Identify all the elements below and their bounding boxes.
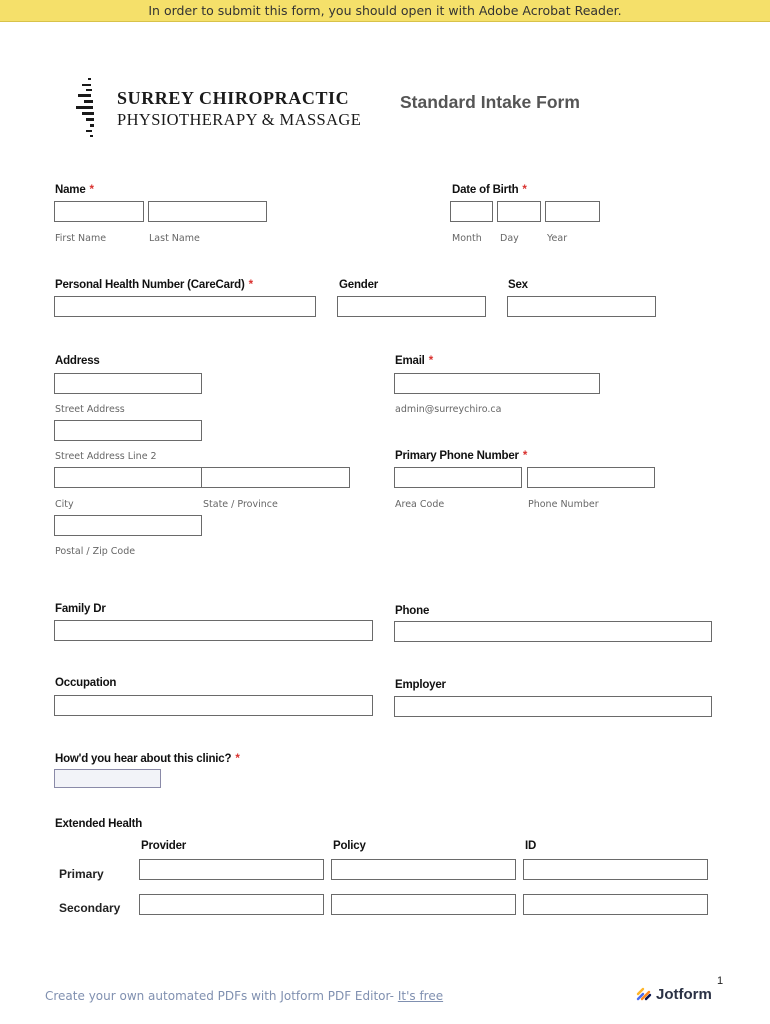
clinic-name: SURREY CHIROPRACTIC xyxy=(117,88,350,108)
city-sublabel: City xyxy=(55,499,74,510)
dob-month-sublabel: Month xyxy=(452,233,482,244)
postal-code-sublabel: Postal / Zip Code xyxy=(55,546,136,557)
phone-input[interactable] xyxy=(394,621,712,642)
email-input[interactable] xyxy=(394,373,600,394)
heard-label: How'd you hear about this clinic? * xyxy=(55,753,240,765)
primary-id-input[interactable] xyxy=(523,859,708,880)
city-input[interactable] xyxy=(54,467,202,488)
area-code-input[interactable] xyxy=(394,467,522,488)
provider-column-header: Provider xyxy=(141,840,187,852)
clinic-subtitle: PHYSIOTHERAPY & MASSAGE xyxy=(117,110,362,129)
first-name-input[interactable] xyxy=(54,201,144,222)
employer-input[interactable] xyxy=(394,696,712,717)
dob-year-input[interactable] xyxy=(545,201,600,222)
jotform-brand-text: Jotform xyxy=(656,986,712,1003)
gender-label: Gender xyxy=(339,279,379,291)
jotform-logo[interactable] xyxy=(636,986,712,1003)
state-sublabel: State / Province xyxy=(203,499,278,510)
address-label: Address xyxy=(55,355,100,367)
gender-input[interactable] xyxy=(337,296,486,317)
street-address-input[interactable] xyxy=(54,373,202,394)
postal-code-input[interactable] xyxy=(54,515,202,536)
id-column-header: ID xyxy=(525,840,537,852)
phone-number-sublabel: Phone Number xyxy=(528,499,599,510)
state-input[interactable] xyxy=(201,467,350,488)
extended-health-label: Extended Health xyxy=(55,818,143,830)
family-dr-label: Family Dr xyxy=(55,603,106,615)
phn-input[interactable] xyxy=(54,296,316,317)
primary-policy-input[interactable] xyxy=(331,859,516,880)
secondary-provider-input[interactable] xyxy=(139,894,324,915)
dob-month-input[interactable] xyxy=(450,201,493,222)
street-address-2-sublabel: Street Address Line 2 xyxy=(55,451,157,462)
dob-year-sublabel: Year xyxy=(547,233,568,244)
family-dr-input[interactable] xyxy=(54,620,373,641)
form-title: Standard Intake Form xyxy=(400,92,580,112)
street-address-sublabel: Street Address xyxy=(55,404,125,415)
occupation-input[interactable] xyxy=(54,695,373,716)
phone-number-input[interactable] xyxy=(527,467,655,488)
spine-logo-icon xyxy=(72,76,102,140)
secondary-id-input[interactable] xyxy=(523,894,708,915)
occupation-label: Occupation xyxy=(55,677,117,689)
last-name-sublabel: Last Name xyxy=(149,233,200,244)
primary-phone-label: Primary Phone Number * xyxy=(395,450,528,462)
email-label: Email * xyxy=(395,355,433,367)
name-label: Name * xyxy=(55,184,94,196)
area-code-sublabel: Area Code xyxy=(395,499,445,510)
jotform-icon xyxy=(636,987,652,1001)
street-address-2-input[interactable] xyxy=(54,420,202,441)
email-sublabel: admin@surreychiro.ca xyxy=(395,404,502,415)
dob-label: Date of Birth * xyxy=(452,184,527,196)
first-name-sublabel: First Name xyxy=(55,233,107,244)
sex-input[interactable] xyxy=(507,296,656,317)
sex-label: Sex xyxy=(508,279,528,291)
footer-free-link[interactable]: It's free xyxy=(397,989,444,1003)
secondary-policy-input[interactable] xyxy=(331,894,516,915)
primary-provider-input[interactable] xyxy=(139,859,324,880)
page-number: 1 xyxy=(717,975,724,987)
primary-row-label: Primary xyxy=(59,867,104,881)
dob-day-input[interactable] xyxy=(497,201,541,222)
heard-dropdown[interactable] xyxy=(54,769,161,788)
employer-label: Employer xyxy=(395,679,446,691)
phone-label: Phone xyxy=(395,605,430,617)
policy-column-header: Policy xyxy=(333,840,366,852)
acrobat-notice-banner: In order to submit this form, you should open it with Adobe Acrobat Reader. xyxy=(0,0,770,22)
last-name-input[interactable] xyxy=(148,201,267,222)
footer-promo: Create your own automated PDFs with Jotform PDF Editor- It's free xyxy=(45,989,444,1003)
dob-day-sublabel: Day xyxy=(500,233,519,244)
secondary-row-label: Secondary xyxy=(59,901,121,915)
phn-label: Personal Health Number (CareCard) * xyxy=(55,279,253,291)
